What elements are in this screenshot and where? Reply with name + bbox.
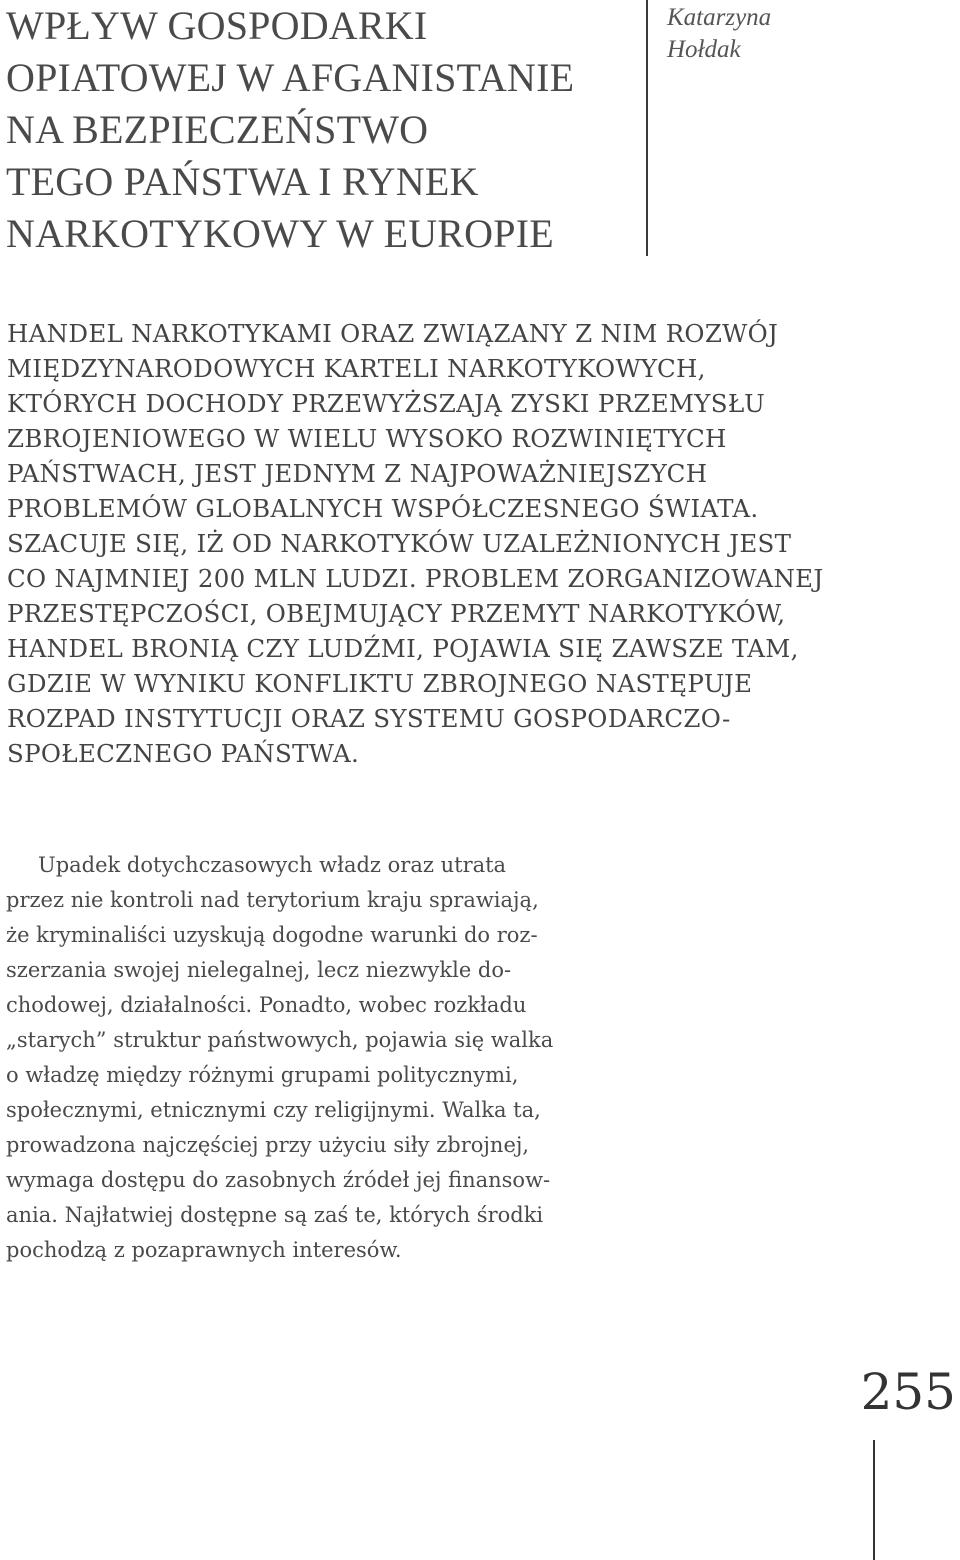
abstract-line: PRZESTĘPCZOŚCI, OBEJMUJĄCY PRZEMYT NARKOTYKÓW, (7, 599, 786, 628)
abstract-line: ZBROJENIOWEGO W WIELU WYSOKO ROZWINIĘTYCH (7, 424, 727, 453)
title-line: NA BEZPIECZEŃSTWO (6, 107, 429, 152)
abstract (7, 316, 957, 771)
title-line: NARKOTYKOWY W EUROPIE (6, 211, 554, 256)
body-line: prowadzona najczęściej przy użyciu siły zbrojnej, (6, 1133, 530, 1157)
abstract-line: GDZIE W WYNIKU KONFLIKTU ZBROJNEGO NASTĘPUJE (7, 669, 753, 698)
abstract-line: MIĘDZYNARODOWYCH KARTELI NARKOTYKOWYCH, (7, 354, 706, 383)
article-title (6, 0, 636, 260)
body-line: społecznymi, etnicznymi czy religijnymi. Walka ta, (6, 1098, 541, 1122)
page-number: 255 (860, 1363, 956, 1421)
body-line: o władzę między różnymi grupami politycznymi, (6, 1063, 519, 1087)
title-line: TEGO PAŃSTWA I RYNEK (6, 159, 479, 204)
page-margin-rule (873, 1440, 875, 1560)
body-line: szerzania swojej nielegalnej, lecz niezwykle do- (6, 958, 512, 982)
abstract-line: PAŃSTWACH, JEST JEDNYM Z NAJPOWAŻNIEJSZYCH (7, 459, 708, 488)
abstract-line: ROZPAD INSTYTUCJI ORAZ SYSTEMU GOSPODARCZO- (7, 704, 731, 733)
abstract-line: HANDEL BRONIĄ CZY LUDŹMI, POJAWIA SIĘ ZAWSZE TAM, (7, 634, 799, 663)
body-line: Upadek dotychczasowych władz oraz utrata (38, 853, 507, 877)
abstract-line: PROBLEMÓW GLOBALNYCH WSPÓŁCZESNEGO ŚWIATA. (7, 494, 759, 523)
abstract-line: SZACUJE SIĘ, IŻ OD NARKOTYKÓW UZALEŻNIONYCH JEST (7, 529, 792, 558)
abstract-line: KTÓRYCH DOCHODY PRZEWYŻSZAJĄ ZYSKI PRZEMYSŁU (7, 389, 766, 418)
body-line: ania. Najłatwiej dostępne są zaś te, których środki (6, 1203, 544, 1227)
body-line: wymaga dostępu do zasobnych źródeł jej finansow- (6, 1168, 551, 1192)
title-divider-rule (646, 0, 648, 256)
author-last-name: Hołdak (667, 36, 741, 63)
abstract-line: SPOŁECZNEGO PAŃSTWA. (7, 739, 360, 768)
body-line: chodowej, działalności. Ponadto, wobec rozkładu (6, 993, 527, 1017)
body-line: „starych” struktur państwowych, pojawia się walka (6, 1028, 554, 1052)
author-first-name: Katarzyna (667, 4, 772, 31)
body-line: przez nie kontroli nad terytorium kraju sprawiają, (6, 888, 539, 912)
body-line: że kryminaliści uzyskują dogodne warunki do roz- (6, 923, 538, 947)
title-line: OPIATOWEJ W AFGANISTANIE (6, 55, 575, 100)
body-line: pochodzą z pozaprawnych interesów. (6, 1238, 402, 1262)
body-paragraph (6, 848, 626, 1268)
title-line: WPŁYW GOSPODARKI (6, 3, 428, 48)
abstract-line: HANDEL NARKOTYKAMI ORAZ ZWIĄZANY Z NIM ROZWÓJ (7, 319, 779, 348)
author-name (667, 2, 771, 66)
abstract-line: CO NAJMNIEJ 200 MLN LUDZI. PROBLEM ZORGANIZOWANEJ (7, 564, 824, 593)
